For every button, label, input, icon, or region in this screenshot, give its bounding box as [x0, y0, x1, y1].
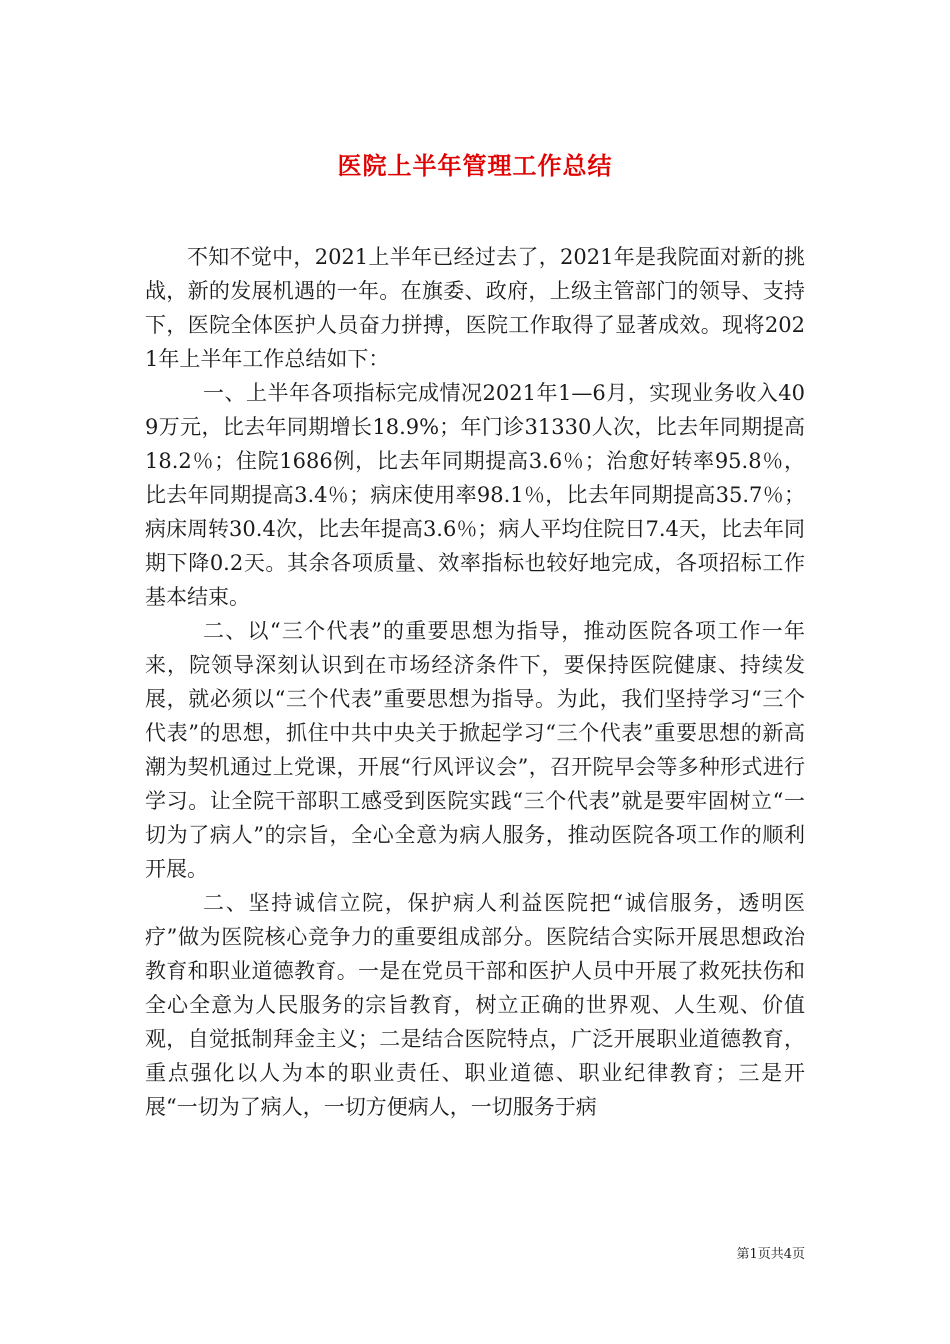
page-footer	[736, 1246, 805, 1264]
document-body	[145, 240, 805, 1124]
page-number-label: 第1页共4页	[736, 1247, 805, 1262]
paragraph-intro: 不知不觉中，2021上半年已经过去了，2021年是我院面对新的挑战，新的发展机遇的一年。在旗委、政府，上级主管部门的领导、支持下，医院全体医护人员奋力拼搏，医院工作取得了显著成效。现将2021年上半年工作总结如下：	[145, 245, 805, 371]
paragraph-integrity: 二、坚持诚信立院，保护病人利益医院把“诚信服务，透明医疗”做为医院核心竞争力的重要组成部分。医院结合实际开展思想政治教育和职业道德教育。一是在党员干部和医护人员中开展了救死扶伤和全心全意为人民服务的宗旨教育，树立正确的世界观、人生观、价值观，自觉抵制拜金主义；二是结合医院特点，广泛开展职业道德教育，重点强化以人为本的职业责任、职业道德、职业纪律教育；三是开展“一切为了病人，一切方便病人，一切服务于病	[145, 891, 805, 1119]
paragraph-indicators: 一、上半年各项指标完成情况2021年1—6月，实现业务收入409万元，比去年同期增长18.9%；年门诊31330人次，比去年同期提高18.2％；住院1686例，比去年同期提高3.6％；治愈好转率95.8％，比去年同期提高3.4％；病床使用率98.1％，比去年同期提高35.7％；病床周转30.4次，比去年提高3.6％；病人平均住院日7.4天，比去年同期下降0.2天。其余各项质量、效率指标也较好地完成，各项招标工作基本结束。	[145, 381, 805, 609]
document-title: 医院上半年管理工作总结	[337, 151, 613, 181]
paragraph-three-represents: 二、以“三个代表”的重要思想为指导，推动医院各项工作一年来，院领导深刻认识到在市场经济条件下，要保持医院健康、持续发展，就必须以“三个代表”重要思想为指导。为此，我们坚持学习“三个代表”的思想，抓住中共中央关于掀起学习“三个代表”重要思想的新高潮为契机通过上党课，开展“行风评议会”，召开院早会等多种形式进行学习。让全院干部职工感受到医院实践“三个代表”就是要牢固树立“一切为了病人”的宗旨，全心全意为病人服务，推动医院各项工作的顺利开展。	[145, 619, 805, 881]
